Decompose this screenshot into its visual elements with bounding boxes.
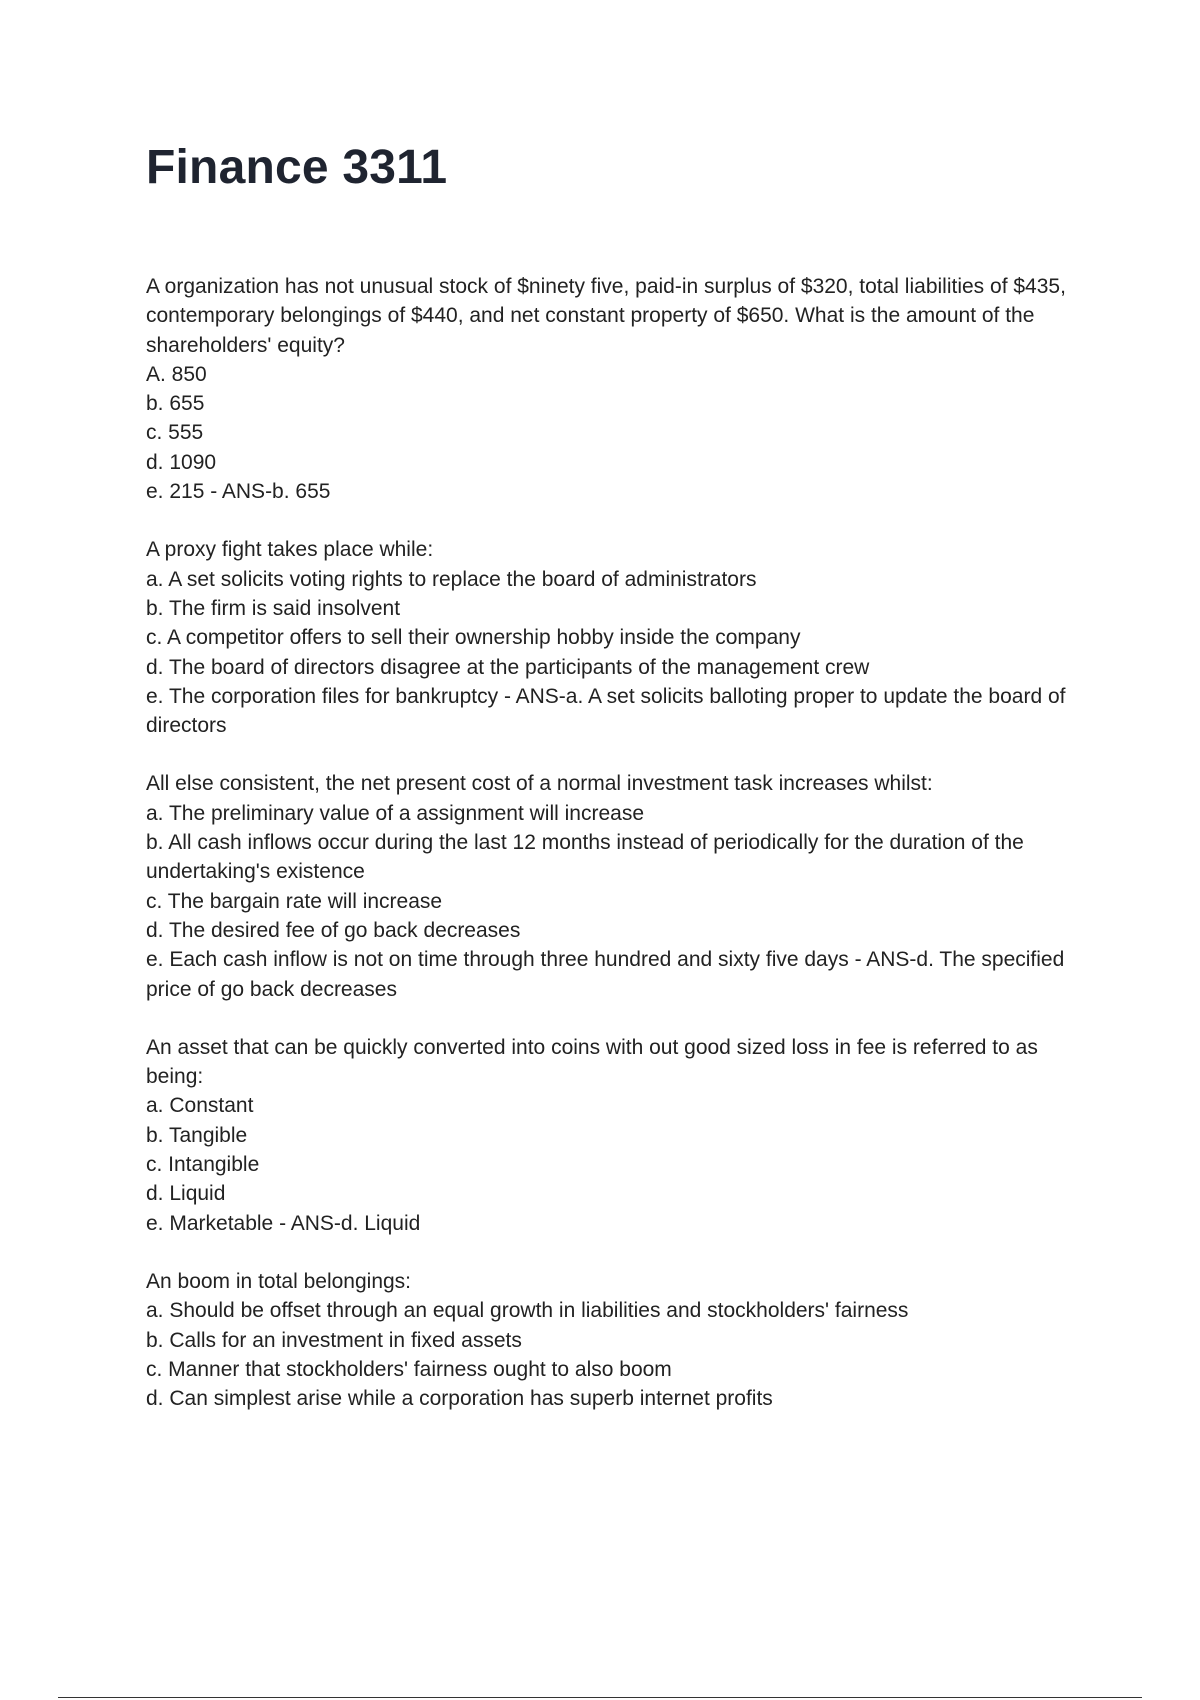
answer-option: b. All cash inflows occur during the last 12 months instead of periodically for the duration of the undertaking's existence <box>146 831 1024 884</box>
answer-option: d. Can simplest arise while a corporation has superb internet profits <box>146 1387 773 1411</box>
answer-option: a. The preliminary value of a assignment will increase <box>146 801 645 825</box>
answer-option: b. Tangible <box>146 1123 248 1147</box>
answer-option: a. A set solicits voting rights to replace the board of administrators <box>146 567 757 591</box>
page-title: Finance 3311 <box>146 141 448 194</box>
question-1 <box>146 272 1096 506</box>
answer-option: A. 850 <box>146 362 207 386</box>
answer-option: c. A competitor offers to sell their ownership hobby inside the company <box>146 626 801 650</box>
question-prompt: An boom in total belongings: <box>146 1269 412 1293</box>
answer-option: a. Should be offset through an equal growth in liabilities and stockholders' fairness <box>146 1299 909 1323</box>
answer-option: e. The corporation files for bankruptcy - ANS-a. A set solicits balloting proper to update the board of directors <box>146 684 1066 738</box>
answer-option: c. 555 <box>146 421 204 445</box>
question-4 <box>146 1033 1096 1238</box>
question-prompt: A organization has not unusual stock of $ninety five, paid-in surplus of $320, total liabilities of $435, contemporary belongings of $440, and net constant property of $650. What is the amount of the shareholders' equity? <box>146 275 1066 357</box>
answer-option: c. Intangible <box>146 1153 260 1177</box>
question-prompt: A proxy fight takes place while: <box>146 538 434 562</box>
answer-option: d. Liquid <box>146 1182 226 1206</box>
answer-option: b. 655 <box>146 392 205 416</box>
answer-option: d. The desired fee of go back decreases <box>146 918 521 942</box>
question-2 <box>146 535 1096 740</box>
question-prompt: All else consistent, the net present cost of a normal investment task increases whilst: <box>146 772 933 796</box>
answer-option: e. 215 - ANS-b. 655 <box>146 480 331 504</box>
answer-option: b. The firm is said insolvent <box>146 596 401 620</box>
answer-option: c. The bargain rate will increase <box>146 889 443 913</box>
answer-option: e. Marketable - ANS-d. Liquid <box>146 1211 421 1235</box>
footer-divider <box>58 1697 1142 1698</box>
answer-option: d. 1090 <box>146 450 217 474</box>
answer-option: a. Constant <box>146 1094 254 1118</box>
question-5 <box>146 1267 1096 1413</box>
question-3 <box>146 769 1096 1003</box>
question-list <box>146 272 1096 1442</box>
answer-option: c. Manner that stockholders' fairness ought to also boom <box>146 1357 672 1381</box>
answer-option: d. The board of directors disagree at the participants of the management crew <box>146 655 870 679</box>
answer-option: e. Each cash inflow is not on time through three hundred and sixty five days - ANS-d. The specified price of go back decreases <box>146 948 1065 1001</box>
answer-option: b. Calls for an investment in fixed assets <box>146 1328 522 1352</box>
question-prompt: An asset that can be quickly converted into coins with out good sized loss in fee is referred to as being: <box>146 1035 1038 1089</box>
